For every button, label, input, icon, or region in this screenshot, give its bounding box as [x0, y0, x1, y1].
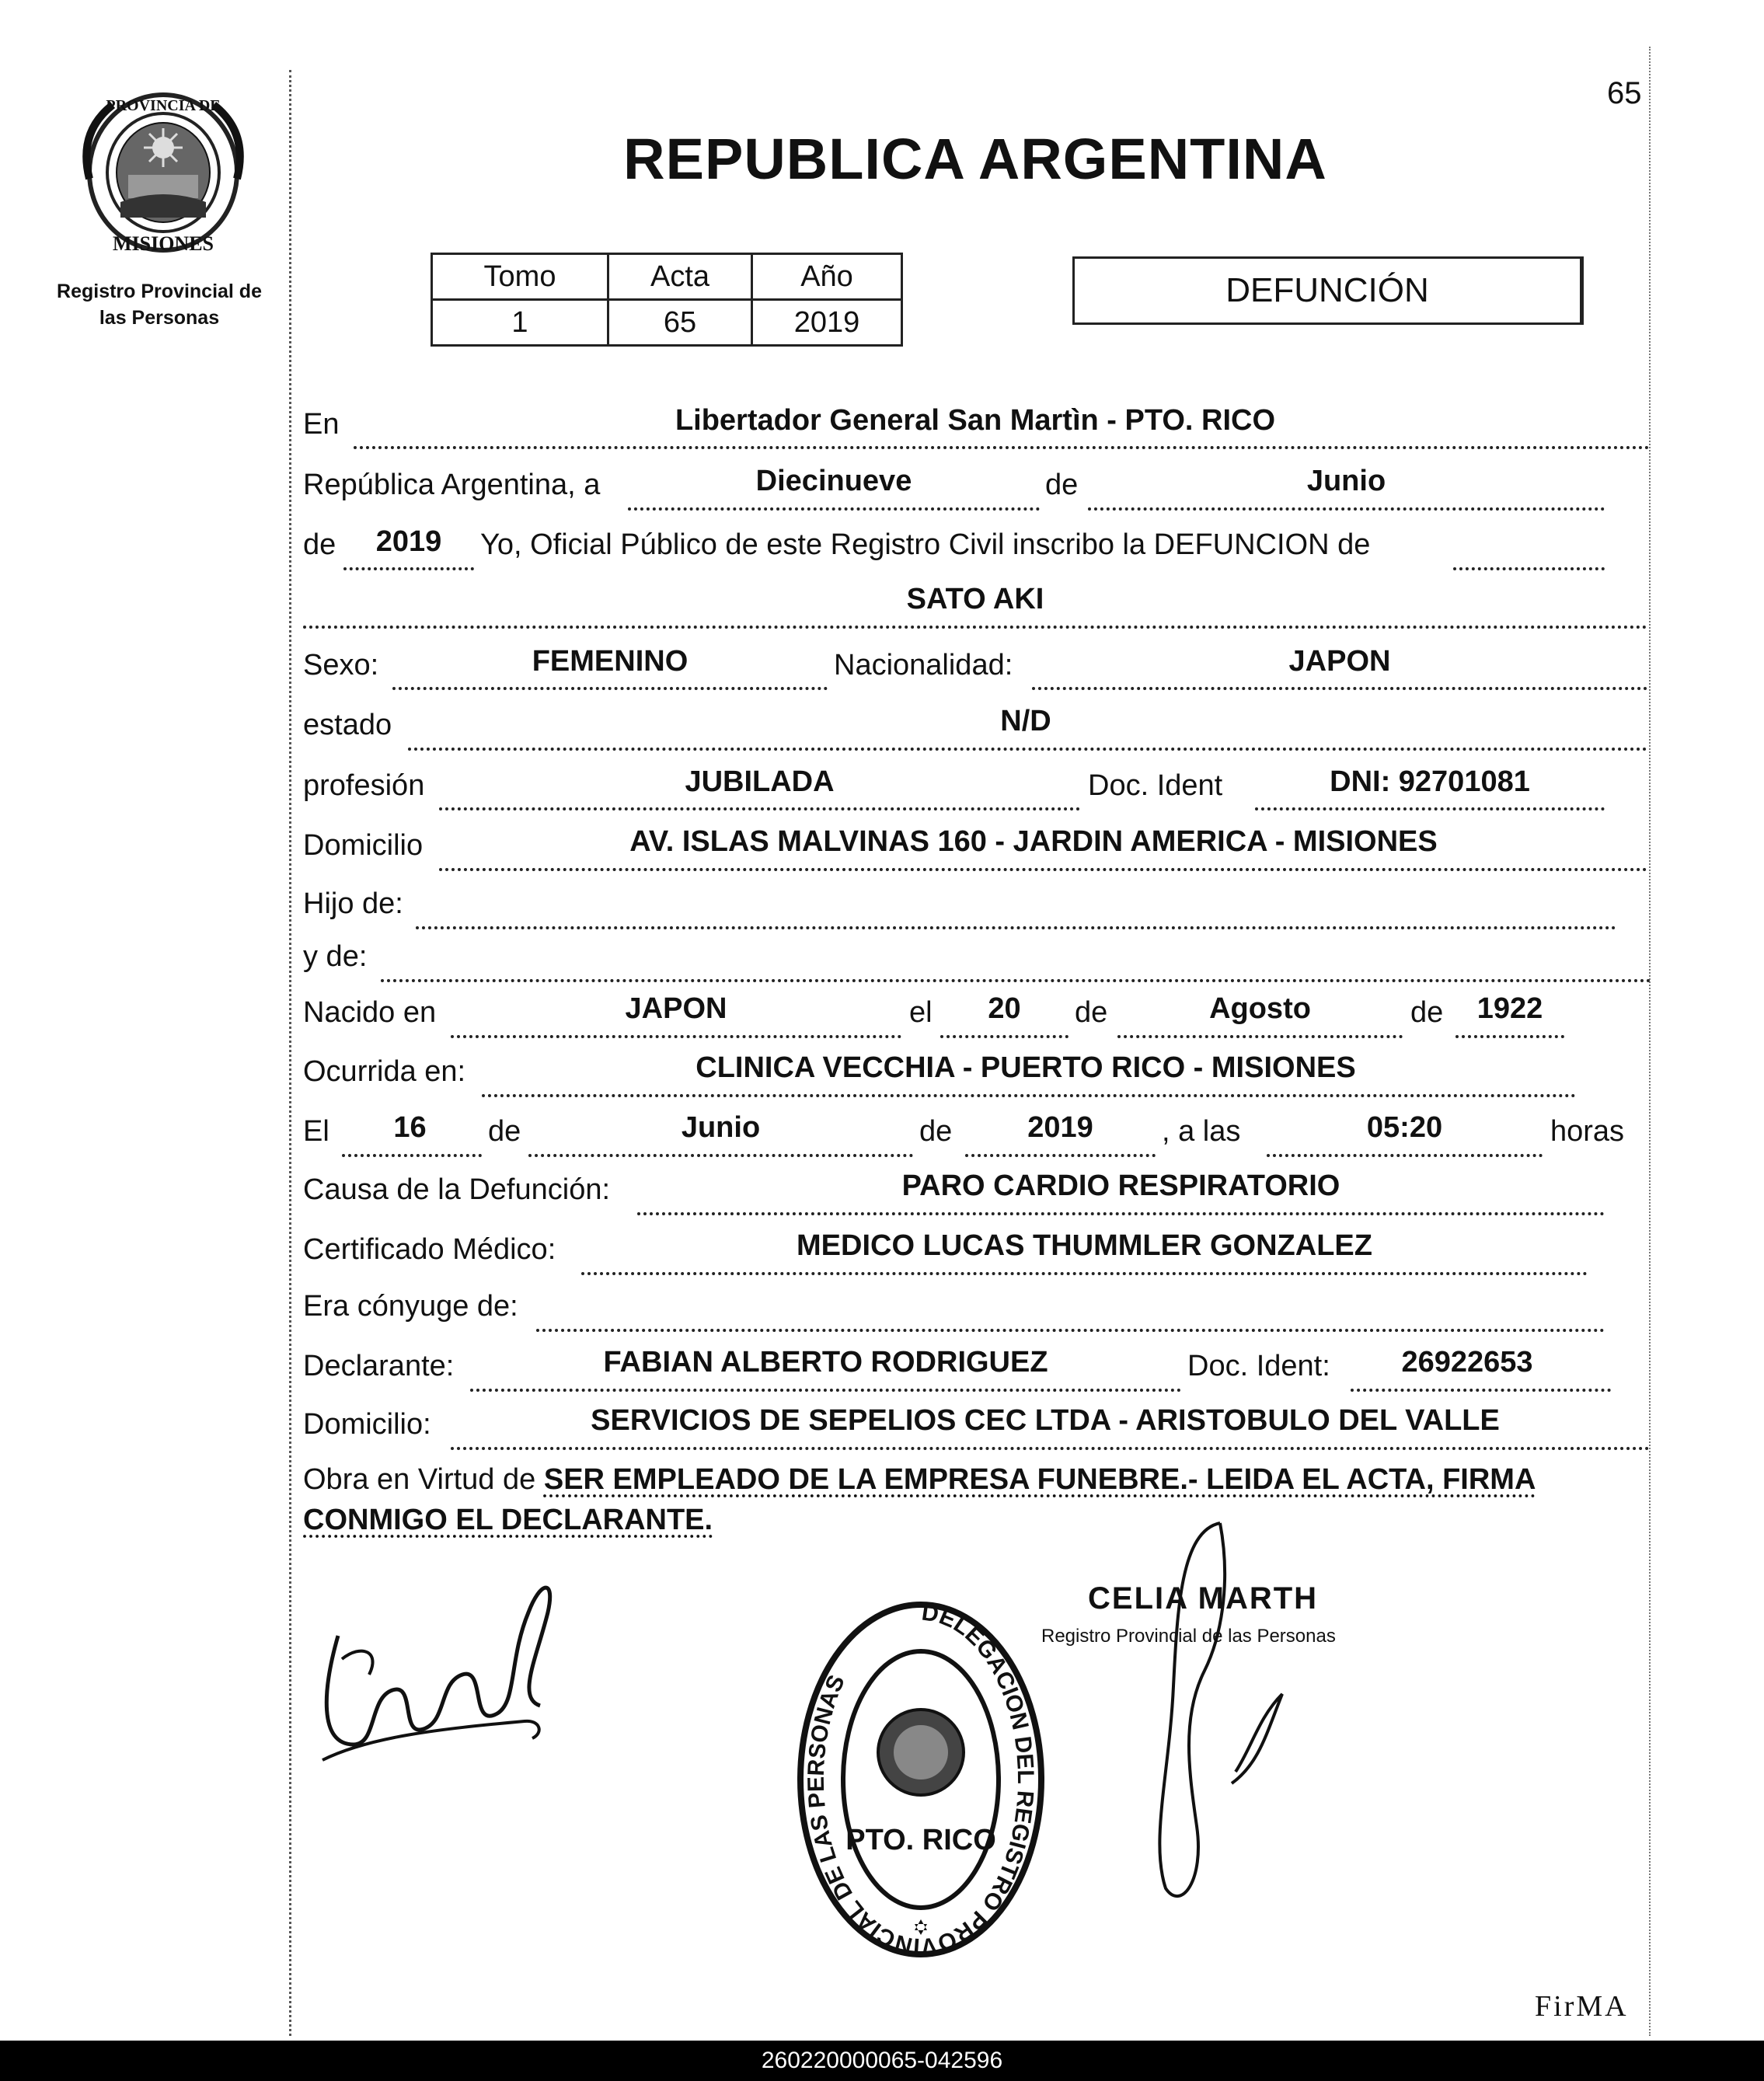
def-dia: 16	[393, 1111, 427, 1144]
right-margin-line	[1649, 47, 1651, 2036]
de-label-4: de	[1410, 996, 1444, 1029]
de-label-5: de	[488, 1115, 521, 1148]
de-label-2: de	[303, 528, 336, 561]
nacido-lugar: JAPON	[625, 992, 727, 1025]
deceased-name: SATO AKI	[906, 583, 1044, 615]
obra-text-1: SER EMPLEADO DE LA EMPRESA FUNEBRE.- LEIDA EL ACTA, FIRMA	[543, 1463, 1536, 1496]
nacido-label: Nacido en	[303, 996, 437, 1029]
org-name-line1: Registro Provincial de	[57, 281, 262, 302]
official-name: CELIA MARTH	[1088, 1581, 1319, 1616]
doc2-label: Doc. Ident:	[1187, 1350, 1330, 1382]
official-signature	[1103, 1515, 1306, 1904]
de-label-6: de	[919, 1115, 953, 1148]
domicilio2-value: SERVICIOS DE SEPELIOS CEC LTDA - ARISTOBULO DEL VALLE	[591, 1404, 1500, 1437]
register-value-acta: 65	[608, 300, 752, 346]
El-label: El	[303, 1115, 329, 1148]
org-name	[47, 278, 272, 331]
certificado-value: MEDICO LUCAS THUMMLER GONZALEZ	[797, 1229, 1372, 1262]
left-margin-line	[289, 70, 291, 2036]
nacido-mes: Agosto	[1209, 992, 1311, 1025]
register-value-tomo: 1	[432, 300, 608, 346]
register-value-row	[432, 300, 902, 346]
yde-label: y de:	[303, 940, 368, 973]
horas-label: horas	[1550, 1115, 1625, 1148]
nacido-anio: 1922	[1476, 992, 1543, 1025]
logo-top-text: PROVINCIA DE	[106, 97, 221, 114]
de-label-3: de	[1075, 996, 1108, 1029]
doc2-value: 26922653	[1401, 1346, 1533, 1379]
firma-mark: FirMA	[1535, 1990, 1629, 2023]
logo-bottom-text: MISIONES	[112, 232, 214, 255]
official-org: Registro Provincial de las Personas	[1041, 1626, 1336, 1647]
obra-text-2: CONMIGO EL DECLARANTE.	[303, 1504, 713, 1536]
register-header-acta: Acta	[608, 254, 752, 300]
sexo-label: Sexo:	[303, 649, 379, 681]
republica-label: República Argentina, a	[303, 469, 601, 501]
register-header-row	[432, 254, 902, 300]
doc-value: DNI: 92701081	[1330, 765, 1530, 798]
declarante-value: FABIAN ALBERTO RODRIGUEZ	[603, 1346, 1048, 1379]
certificado-label: Certificado Médico:	[303, 1233, 556, 1266]
causa-value: PARO CARDIO RESPIRATORIO	[901, 1169, 1340, 1202]
def-hora: 05:20	[1366, 1111, 1443, 1144]
register-table	[431, 253, 903, 347]
register-header-anio: Año	[752, 254, 902, 300]
de-label-1: de	[1045, 469, 1079, 501]
causa-label: Causa de la Defunción:	[303, 1173, 611, 1206]
footer-code: 260220000065-042596	[0, 2041, 1764, 2081]
domicilio2-label: Domicilio:	[303, 1408, 431, 1441]
obra-line-2	[303, 1504, 713, 1537]
domicilio-label: Domicilio	[303, 829, 424, 862]
ocurrida-value: CLINICA VECCHIA - PUERTO RICO - MISIONES	[695, 1051, 1356, 1084]
day-word: Diecinueve	[755, 465, 912, 497]
registry-seal	[793, 1585, 1049, 1958]
register-value-anio: 2019	[752, 300, 902, 346]
declarant-signature	[307, 1566, 571, 1799]
nacionalidad-label: Nacionalidad:	[834, 649, 1013, 681]
obra-line-1	[303, 1463, 1536, 1497]
nacido-dia: 20	[988, 992, 1021, 1025]
def-anio: 2019	[1027, 1111, 1093, 1144]
page-title: REPUBLICA ARGENTINA	[623, 127, 1327, 191]
inscribo-trailing-line	[1453, 530, 1605, 570]
def-mes: Junio	[681, 1111, 761, 1144]
estado-value: N/D	[1000, 705, 1051, 737]
seal-ring-text: DELEGACION DEL REGISTRO PROVINCIAL DE LAS PERSONAS	[803, 1599, 1039, 1958]
domicilio-value: AV. ISLAS MALVINAS 160 - JARDIN AMERICA - MISIONES	[629, 825, 1438, 858]
year-value: 2019	[375, 525, 442, 558]
en-value: Libertador General San Martìn - PTO. RICO	[675, 404, 1276, 437]
ocurrida-label: Ocurrida en:	[303, 1055, 466, 1088]
month-value: Junio	[1306, 465, 1386, 497]
yde-field-line	[381, 942, 1651, 982]
conyuge-label: Era cónyuge de:	[303, 1290, 518, 1323]
profesion-value: JUBILADA	[685, 765, 835, 798]
nacionalidad-value: JAPON	[1288, 645, 1391, 678]
el-label: el	[909, 996, 933, 1029]
declarante-label: Declarante:	[303, 1350, 455, 1382]
org-name-line2: las Personas	[99, 307, 220, 329]
seal-center-text: PTO. RICO	[845, 1824, 996, 1856]
record-type: DEFUNCIÓN	[1072, 256, 1584, 325]
en-label: En	[303, 408, 340, 441]
obra-label: Obra en Virtud de	[303, 1463, 536, 1496]
conyuge-field-line	[536, 1291, 1605, 1332]
alas-label: , a las	[1162, 1115, 1241, 1148]
page-number: 65	[1607, 76, 1642, 110]
sexo-value: FEMENINO	[532, 645, 689, 678]
register-header-tomo: Tomo	[432, 254, 608, 300]
profesion-label: profesión	[303, 769, 425, 802]
hijo-field-line	[416, 889, 1616, 929]
inscribo-text: Yo, Oficial Público de este Registro Civil inscribo la DEFUNCION de	[480, 528, 1371, 561]
hijo-label: Hijo de:	[303, 887, 403, 920]
doc-label: Doc. Ident	[1088, 769, 1223, 802]
estado-label: estado	[303, 709, 392, 741]
